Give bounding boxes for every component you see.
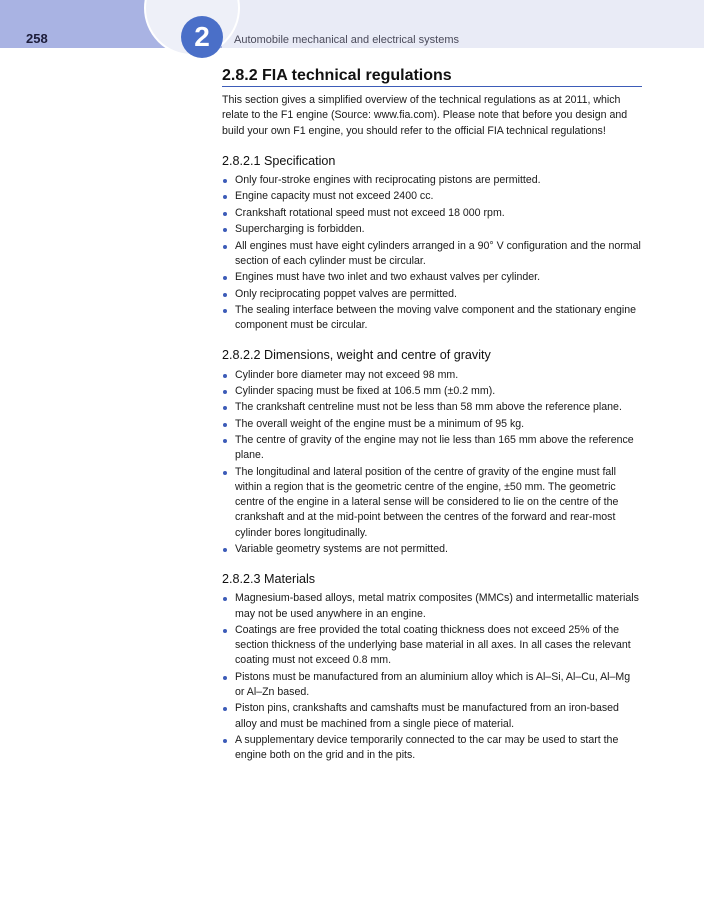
list-item: The overall weight of the engine must be a minimum of 95 kg. bbox=[222, 417, 642, 432]
list-item: Variable geometry systems are not permitted. bbox=[222, 542, 642, 557]
list-item: The sealing interface between the moving valve component and the stationary engine component must be circular. bbox=[222, 303, 642, 333]
list-item: Pistons must be manufactured from an aluminium alloy which is Al–Si, Al–Cu, Al–Mg or Al–Zn based. bbox=[222, 670, 642, 700]
list-item: All engines must have eight cylinders arranged in a 90° V configuration and the normal section of each cylinder must be circular. bbox=[222, 239, 642, 269]
specification-list bbox=[222, 173, 642, 333]
list-item: Coatings are free provided the total coating thickness does not exceed 25% of the section thickness of the underlying base material in all axes. In all cases the relevant coating must not exceed 0.8 mm. bbox=[222, 623, 642, 669]
subsection-title-materials: 2.8.2.3 Materials bbox=[222, 572, 316, 587]
list-item: Only reciprocating poppet valves are permitted. bbox=[222, 287, 642, 302]
dimensions-list bbox=[222, 368, 642, 558]
list-item: A supplementary device temporarily connected to the car may be used to start the engine both on the grid and in the pits. bbox=[222, 733, 642, 763]
list-item: The centre of gravity of the engine may not lie less than 165 mm above the reference plane. bbox=[222, 433, 642, 463]
page-number: 258 bbox=[26, 31, 48, 46]
list-item: The longitudinal and lateral position of the centre of gravity of the engine must fall within a region that is the geometric centre of the engine, ±50 mm. The geometric centre of the engine in a lateral sense will be considered to lie on the centre of the crankshaft and at the mid-point between the centres of the forward and rear-most cylinder bores longitudinally. bbox=[222, 465, 642, 541]
list-item: Piston pins, crankshafts and camshafts must be manufactured from an iron-based alloy and must be machined from a single piece of material. bbox=[222, 701, 642, 731]
list-item: Cylinder spacing must be fixed at 106.5 mm (±0.2 mm). bbox=[222, 384, 642, 399]
list-item: The crankshaft centreline must not be less than 58 mm above the reference plane. bbox=[222, 400, 642, 415]
list-item: Crankshaft rotational speed must not exceed 18 000 rpm. bbox=[222, 206, 642, 221]
subsection-title-specification: 2.8.2.1 Specification bbox=[222, 153, 336, 168]
section-title: 2.8.2 FIA technical regulations bbox=[222, 68, 642, 87]
list-item: Engine capacity must not exceed 2400 cc. bbox=[222, 189, 642, 204]
list-item: Cylinder bore diameter may not exceed 98 mm. bbox=[222, 368, 642, 383]
page-header bbox=[0, 0, 704, 52]
subsection-title-dimensions: 2.8.2.2 Dimensions, weight and centre of gravity bbox=[222, 348, 491, 363]
section-intro: This section gives a simplified overview of the technical regulations as at 2011, which relate to the F1 engine (Source: www.fia.com). Please note that before you design and build your own F1 engine, you should refer to the official FIA technical regulations! bbox=[222, 94, 628, 137]
list-item: Supercharging is forbidden. bbox=[222, 222, 642, 237]
list-item: Only four-stroke engines with reciprocating pistons are permitted. bbox=[222, 173, 642, 188]
page-content bbox=[222, 68, 642, 765]
list-item: Magnesium-based alloys, metal matrix composites (MMCs) and intermetallic materials may not be used anywhere in an engine. bbox=[222, 591, 642, 621]
list-item: Engines must have two inlet and two exhaust valves per cylinder. bbox=[222, 270, 642, 285]
chapter-number-badge: 2 bbox=[181, 16, 223, 58]
materials-list bbox=[222, 591, 642, 763]
running-title: Automobile mechanical and electrical systems bbox=[234, 34, 459, 46]
